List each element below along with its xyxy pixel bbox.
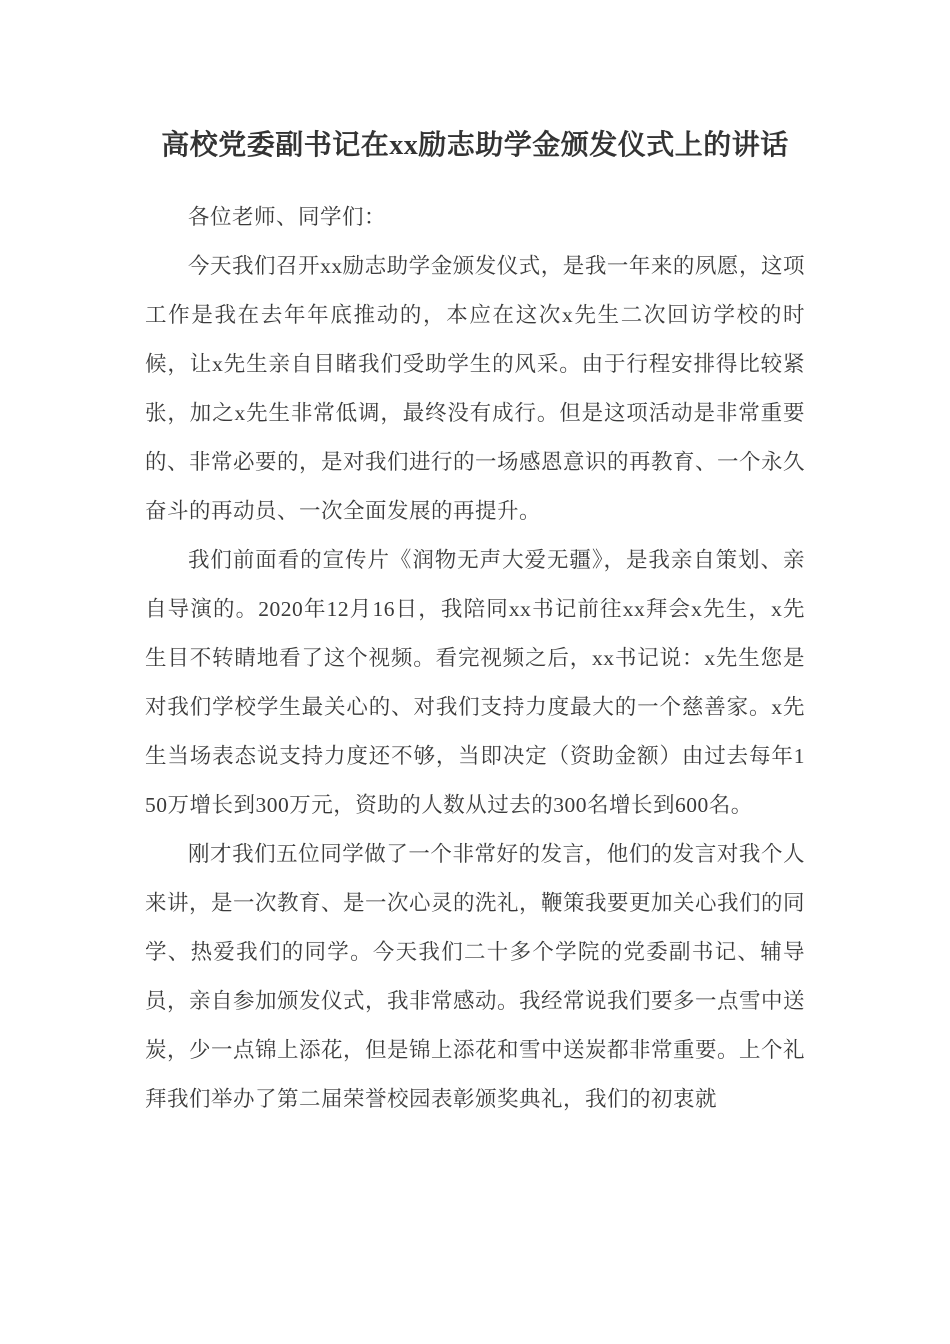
paragraph-body-2: 我们前面看的宣传片《润物无声大爱无疆》，是我亲自策划、亲自导演的。2020年12月16日，我陪同xx书记前往xx拜会x先生，x先生目不转睛地看了这个视频。看完视频之后，xx书记说：x先生您是对我们学校学生最关心的、对我们支持力度最大的一个慈善家。x先生当场表态说支持力度还不够，当即决定（资助金额）由过去每年150万增长到300万元，资助的人数从过去的300名增长到600名。 [145,547,805,817]
document-title: 高校党委副书记在xx励志助学金颁发仪式上的讲话 [161,130,789,161]
paragraph-body-3: 刚才我们五位同学做了一个非常好的发言，他们的发言对我个人来讲，是一次教育、是一次心灵的洗礼，鞭策我要更加关心我们的同学、热爱我们的同学。今天我们二十多个学院的党委副书记、辅导员，亲自参加颁发仪式，我非常感动。我经常说我们要多一点雪中送炭，少一点锦上添花，但是锦上添花和雪中送炭都非常重要。上个礼拜我们举办了第二届荣誉校园表彰颁奖典礼，我们的初衷就 [145,841,806,1111]
paragraph-salutation: 各位老师、同学们： [188,204,387,229]
paragraph-body-1: 今天我们召开xx励志助学金颁发仪式，是我一年来的夙愿，这项工作是我在去年年底推动的，本应在这次x先生二次回访学校的时候，让x先生亲自目睹我们受助学生的风采。由于行程安排得比较紧张，加之x先生非常低调，最终没有成行。但是这项活动是非常重要的、非常必要的，是对我们进行的一场感恩意识的再教育、一个永久奋斗的再动员、一次全面发展的再提升。 [145,253,806,523]
